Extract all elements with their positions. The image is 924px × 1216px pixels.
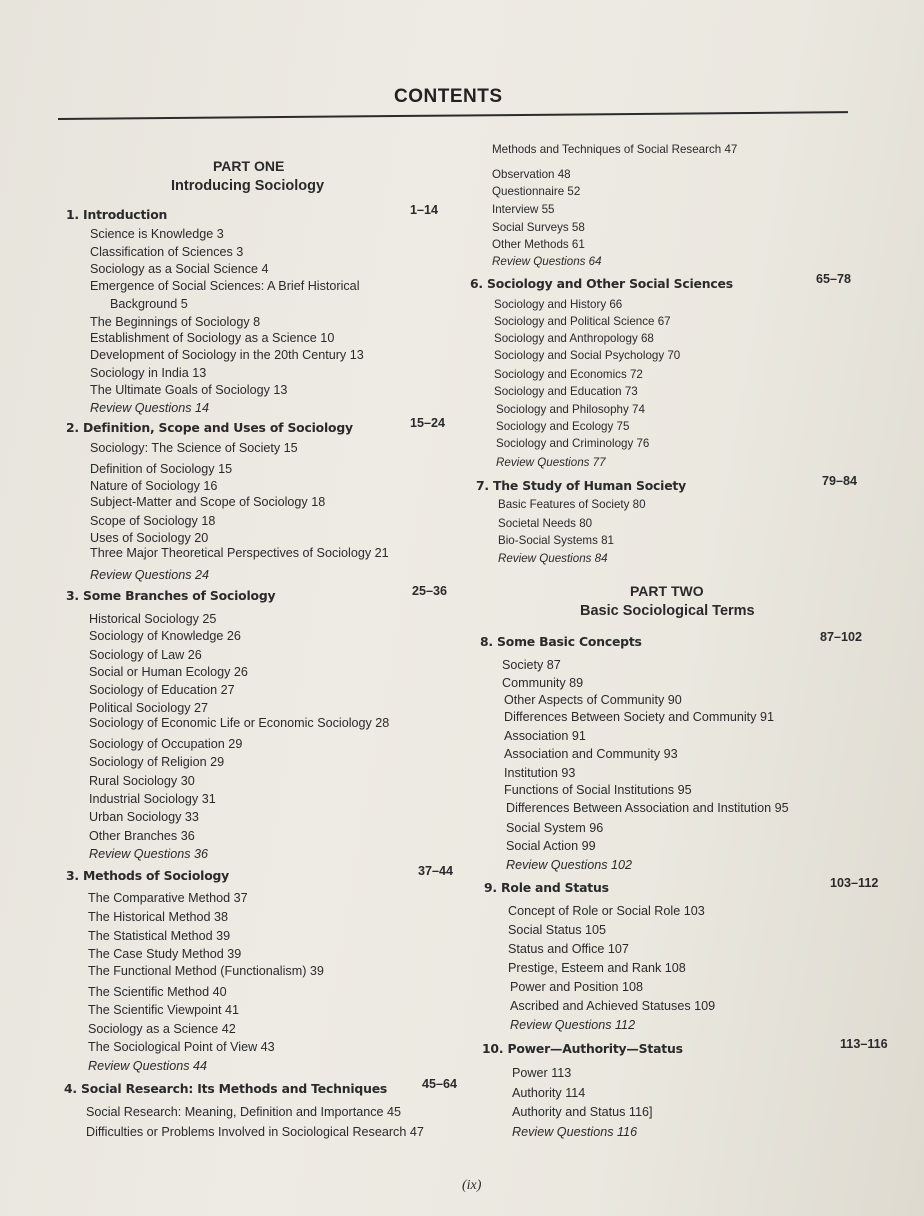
contents-entry: The Ultimate Goals of Sociology 13	[90, 383, 288, 397]
chapter-page-range: 45–64	[422, 1077, 458, 1091]
contents-entry: Uses of Sociology 20	[90, 531, 209, 545]
contents-entry: Power 113	[512, 1066, 572, 1080]
contents-entry: Status and Office 107	[508, 942, 629, 956]
contents-entry: The Statistical Method 39	[88, 929, 231, 943]
contents-entry: Methods and Techniques of Social Research 47	[492, 143, 738, 156]
contents-entry: Sociology and Criminology 76	[496, 437, 650, 450]
contents-entry: Power and Position 108	[510, 980, 644, 994]
page-number: (ix)	[462, 1178, 482, 1193]
contents-entry: The Comparative Method 37	[88, 891, 248, 905]
contents-entry: Historical Sociology 25	[89, 612, 217, 626]
contents-entry: The Case Study Method 39	[88, 947, 242, 961]
contents-entry: Sociology of Education 27	[89, 683, 235, 697]
contents-entry: Society 87	[502, 658, 561, 672]
contents-entry: Sociology and Philosophy 74	[496, 403, 645, 416]
contents-entry: Three Major Theoretical Perspectives of Sociology 21	[90, 546, 389, 560]
chapter-page-range: 15–24	[410, 416, 446, 430]
contents-entry: Social System 96	[506, 821, 604, 835]
contents-entry: Review Questions 116	[512, 1125, 638, 1139]
chapter-page-range: 87–102	[820, 630, 863, 644]
contents-entry: Social Surveys 58	[492, 221, 585, 234]
chapter-heading: 3. Some Branches of Sociology	[66, 588, 276, 603]
chapter-heading: 8. Some Basic Concepts	[480, 634, 642, 649]
contents-entry: Definition of Sociology 15	[90, 462, 233, 476]
contents-entry: Classification of Sciences 3	[90, 245, 244, 259]
contents-entry: Concept of Role or Social Role 103	[508, 904, 705, 918]
contents-entry: Sociology: The Science of Society 15	[90, 441, 298, 455]
contents-entry: Differences Between Society and Community 91	[504, 710, 774, 724]
contents-entry: The Scientific Method 40	[88, 985, 227, 999]
chapter-heading: 2. Definition, Scope and Uses of Sociology	[66, 420, 353, 435]
contents-entry: Social Status 105	[508, 923, 607, 937]
contents-entry: Sociology and Ecology 75	[496, 420, 630, 433]
chapter-page-range: 103–112	[830, 876, 879, 890]
contents-entry: Review Questions 24	[90, 568, 210, 582]
part-two-title: Basic Sociological Terms	[580, 603, 755, 619]
contents-entry: The Sociological Point of View 43	[88, 1040, 275, 1054]
contents-entry: Association and Community 93	[504, 747, 678, 761]
contents-entry: Authority and Status 116]	[512, 1105, 653, 1119]
contents-entry: Sociology of Religion 29	[89, 755, 225, 769]
chapter-page-range: 37–44	[418, 864, 454, 878]
contents-entry: Sociology in India 13	[90, 366, 207, 380]
contents-entry: Nature of Sociology 16	[90, 479, 218, 493]
contents-entry: Science is Knowledge 3	[90, 227, 224, 241]
title-rule	[58, 111, 848, 120]
contents-entry: Association 91	[504, 729, 586, 743]
contents-entry: Urban Sociology 33	[89, 810, 199, 824]
chapter-page-range: 1–14	[410, 203, 439, 217]
contents-entry: Basic Features of Society 80	[498, 498, 646, 511]
contents-entry: Review Questions 14	[90, 401, 210, 415]
contents-entry: The Beginnings of Sociology 8	[90, 315, 261, 329]
contents-entry: Industrial Sociology 31	[89, 792, 216, 806]
contents-entry: Scope of Sociology 18	[90, 514, 216, 528]
contents-entry: Other Methods 61	[492, 238, 585, 251]
contents-entry: Sociology of Occupation 29	[89, 737, 243, 751]
contents-entry: Difficulties or Problems Involved in Sociological Research 47	[86, 1125, 424, 1139]
contents-entry: Establishment of Sociology as a Science 10	[90, 331, 335, 345]
contents-entry: Ascribed and Achieved Statuses 109	[510, 999, 716, 1013]
chapter-heading: 7. The Study of Human Society	[476, 478, 687, 493]
contents-entry: Sociology of Economic Life or Economic Sociology 28	[89, 716, 390, 730]
contents-entry: Sociology of Law 26	[89, 648, 202, 662]
chapter-page-range: 79–84	[822, 474, 858, 488]
contents-entry: Societal Needs 80	[498, 517, 593, 530]
chapter-page-range: 65–78	[816, 272, 852, 286]
contents-entry: Sociology and Political Science 67	[494, 315, 671, 328]
contents-entry: Sociology and Anthropology 68	[494, 332, 654, 345]
contents-entry: Questionnaire 52	[492, 185, 581, 198]
contents-entry: Other Aspects of Community 90	[504, 693, 682, 707]
contents-entry: Institution 93	[504, 766, 576, 780]
contents-entry: Review Questions 112	[510, 1018, 636, 1032]
chapter-page-range: 113–116	[840, 1037, 888, 1051]
chapter-page-range: 25–36	[412, 584, 448, 598]
contents-entry: Functions of Social Institutions 95	[504, 783, 692, 797]
contents-entry: Sociology and History 66	[494, 298, 623, 311]
chapter-heading: 9. Role and Status	[484, 880, 609, 895]
part-one-title: Introducing Sociology	[171, 178, 325, 194]
contents-entry: Emergence of Social Sciences: A Brief Historical	[90, 279, 360, 293]
contents-entry: Rural Sociology 30	[89, 774, 195, 788]
chapter-heading: 4. Social Research: Its Methods and Techniques	[64, 1081, 388, 1096]
contents-entry: Other Branches 36	[89, 829, 195, 843]
contents-entry: Review Questions 36	[89, 847, 209, 861]
contents-entry: Sociology and Economics 72	[494, 368, 643, 381]
chapter-heading: 1. Introduction	[66, 207, 168, 222]
contents-entry: Social Research: Meaning, Definition and Importance 45	[86, 1105, 402, 1119]
contents-entry: Authority 114	[512, 1086, 586, 1100]
contents-entry: Review Questions 64	[492, 255, 602, 268]
contents-entry: The Scientific Viewpoint 41	[88, 1003, 239, 1017]
part-two-label: PART TWO	[630, 583, 704, 599]
contents-entry: Prestige, Esteem and Rank 108	[508, 961, 686, 975]
contents-entry: Review Questions 102	[506, 858, 633, 872]
contents-entry: The Historical Method 38	[88, 910, 228, 924]
contents-entry: Bio-Social Systems 81	[498, 534, 614, 547]
contents-entry: Social or Human Ecology 26	[89, 665, 248, 679]
contents-entry: Review Questions 84	[498, 552, 608, 565]
contents-entry: Subject-Matter and Scope of Sociology 18	[90, 495, 326, 509]
contents-entry: Interview 55	[492, 203, 555, 216]
chapter-heading: 10. Power—Authority—Status	[482, 1041, 683, 1056]
contents-entry: Background 5	[110, 297, 188, 311]
contents-entry: The Functional Method (Functionalism) 39	[88, 964, 324, 978]
contents-entry: Community 89	[502, 676, 584, 690]
contents-entry: Social Action 99	[506, 839, 596, 853]
contents-entry: Development of Sociology in the 20th Century 13	[90, 348, 364, 362]
page-title: CONTENTS	[394, 86, 503, 107]
contents-entry: Sociology and Education 73	[494, 385, 638, 398]
contents-entry: Differences Between Association and Institution 95	[506, 801, 789, 815]
contents-entry: Sociology of Knowledge 26	[89, 629, 241, 643]
chapter-heading: 3. Methods of Sociology	[66, 868, 230, 883]
contents-entry: Sociology as a Social Science 4	[90, 262, 269, 276]
contents-entry: Political Sociology 27	[89, 701, 209, 715]
contents-entry: Observation 48	[492, 168, 571, 181]
contents-entry: Review Questions 44	[88, 1059, 208, 1073]
contents-entry: Sociology and Social Psychology 70	[494, 349, 681, 362]
contents-entry: Sociology as a Science 42	[88, 1022, 236, 1036]
contents-entry: Review Questions 77	[496, 456, 606, 469]
chapter-heading: 6. Sociology and Other Social Sciences	[470, 276, 733, 291]
part-one-label: PART ONE	[213, 158, 285, 174]
